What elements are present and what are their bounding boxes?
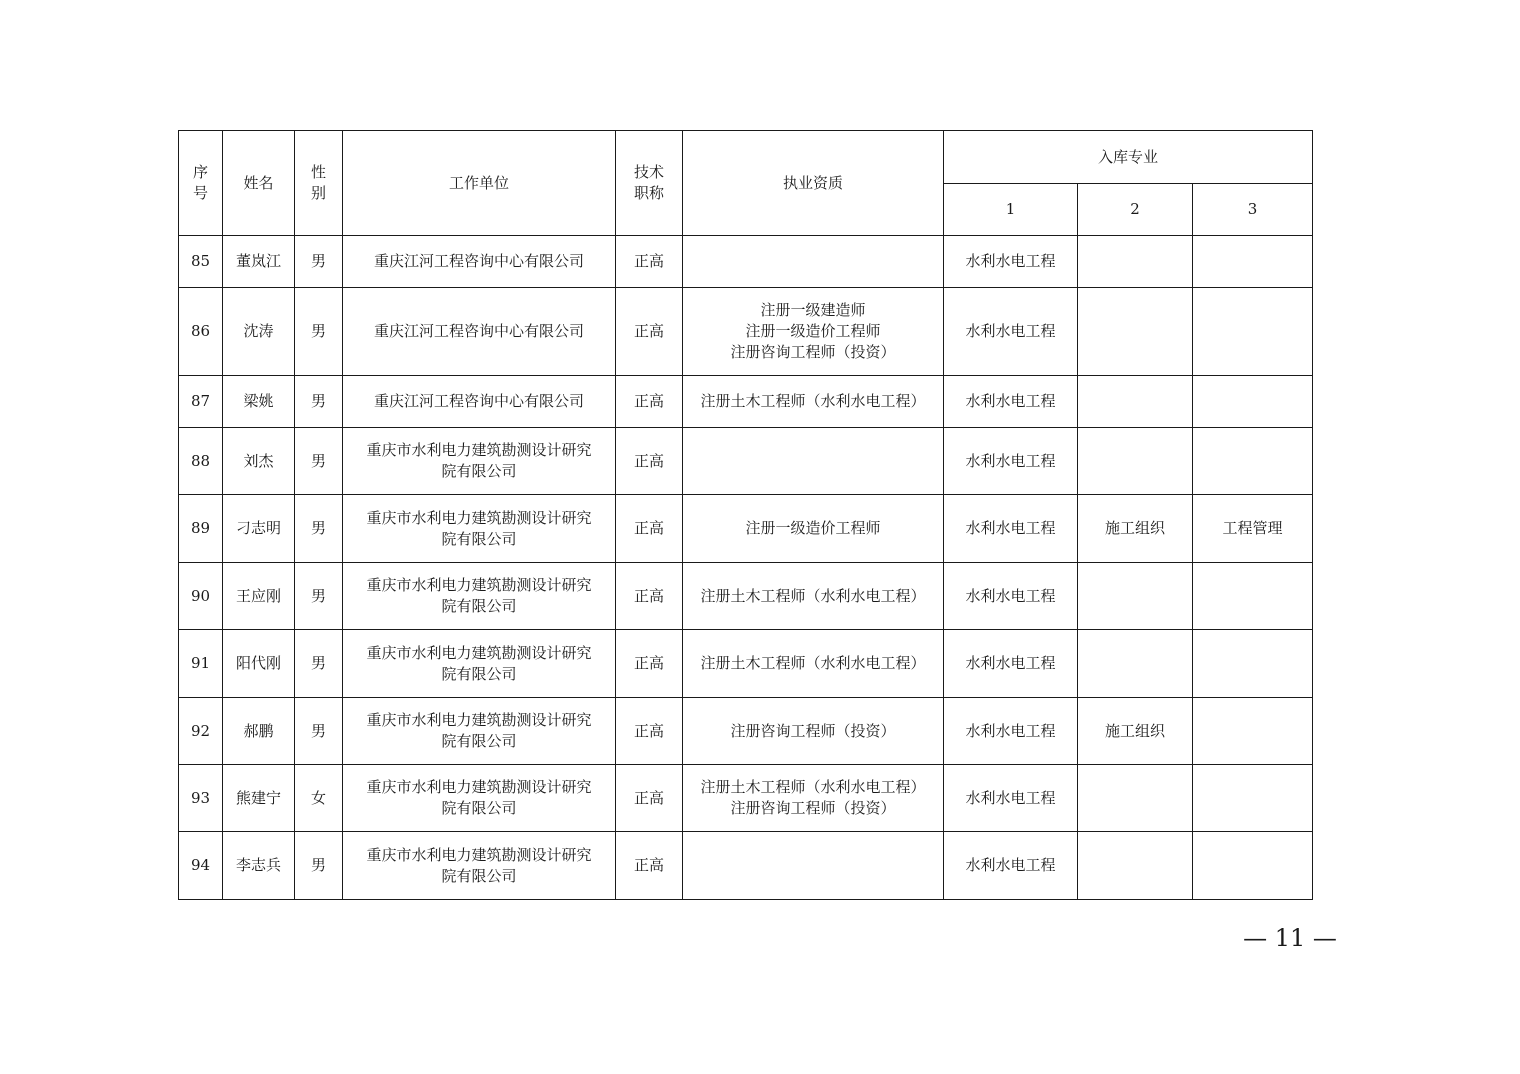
- cell-gender: 男: [295, 832, 343, 900]
- header-technical-title: 技术 职称: [616, 131, 683, 236]
- cell-specialty-3: [1193, 630, 1313, 698]
- cell-technical-title: 正高: [616, 376, 683, 428]
- cell-specialty-2: [1078, 630, 1193, 698]
- cell-work-unit: 重庆市水利电力建筑勘测设计研究 院有限公司: [343, 630, 616, 698]
- cell-gender: 男: [295, 376, 343, 428]
- table-row: [179, 765, 1313, 832]
- cell-technical-title: 正高: [616, 288, 683, 376]
- cell-specialty-3: [1193, 236, 1313, 288]
- cell-technical-title: 正高: [616, 765, 683, 832]
- cell-qualification: 注册土木工程师（水利水电工程）: [683, 563, 944, 630]
- cell-specialty-3: [1193, 288, 1313, 376]
- cell-qualification: 注册一级造价工程师: [683, 495, 944, 563]
- cell-specialty-1: 水利水电工程: [944, 428, 1078, 495]
- header-qualification: 执业资质: [683, 131, 944, 236]
- cell-specialty-2: 施工组织: [1078, 698, 1193, 765]
- cell-specialty-1: 水利水电工程: [944, 630, 1078, 698]
- cell-specialty-2: 施工组织: [1078, 495, 1193, 563]
- cell-seq: 91: [179, 630, 223, 698]
- cell-seq: 94: [179, 832, 223, 900]
- header-name: 姓名: [223, 131, 295, 236]
- header-specialty-3: 3: [1193, 184, 1313, 236]
- cell-qualification: [683, 832, 944, 900]
- cell-qualification: 注册咨询工程师（投资）: [683, 698, 944, 765]
- cell-specialty-3: [1193, 428, 1313, 495]
- page-number: — 11 —: [1243, 924, 1337, 952]
- cell-gender: 男: [295, 698, 343, 765]
- cell-specialty-2: [1078, 236, 1193, 288]
- cell-work-unit: 重庆市水利电力建筑勘测设计研究 院有限公司: [343, 765, 616, 832]
- cell-technical-title: 正高: [616, 428, 683, 495]
- cell-specialty-2: [1078, 832, 1193, 900]
- cell-technical-title: 正高: [616, 832, 683, 900]
- header-specialty-2: 2: [1078, 184, 1193, 236]
- table-row: [179, 698, 1313, 765]
- cell-name: 沈涛: [223, 288, 295, 376]
- cell-seq: 90: [179, 563, 223, 630]
- cell-specialty-2: [1078, 428, 1193, 495]
- cell-specialty-1: 水利水电工程: [944, 376, 1078, 428]
- cell-seq: 85: [179, 236, 223, 288]
- header-work-unit: 工作单位: [343, 131, 616, 236]
- cell-work-unit: 重庆江河工程咨询中心有限公司: [343, 236, 616, 288]
- cell-specialty-2: [1078, 563, 1193, 630]
- cell-qualification: 注册一级建造师 注册一级造价工程师 注册咨询工程师（投资）: [683, 288, 944, 376]
- cell-specialty-1: 水利水电工程: [944, 563, 1078, 630]
- expert-roster-table: [178, 130, 1313, 900]
- cell-gender: 男: [295, 288, 343, 376]
- table-row: [179, 563, 1313, 630]
- cell-work-unit: 重庆市水利电力建筑勘测设计研究 院有限公司: [343, 428, 616, 495]
- header-gender: 性 别: [295, 131, 343, 236]
- cell-gender: 男: [295, 495, 343, 563]
- cell-seq: 93: [179, 765, 223, 832]
- cell-specialty-3: [1193, 563, 1313, 630]
- cell-name: 郝鹏: [223, 698, 295, 765]
- cell-specialty-2: [1078, 376, 1193, 428]
- cell-technical-title: 正高: [616, 236, 683, 288]
- cell-specialty-1: 水利水电工程: [944, 832, 1078, 900]
- cell-work-unit: 重庆市水利电力建筑勘测设计研究 院有限公司: [343, 832, 616, 900]
- cell-qualification: [683, 236, 944, 288]
- cell-specialty-1: 水利水电工程: [944, 495, 1078, 563]
- cell-specialty-3: [1193, 698, 1313, 765]
- cell-gender: 男: [295, 236, 343, 288]
- cell-specialty-3: [1193, 765, 1313, 832]
- cell-name: 董岚江: [223, 236, 295, 288]
- cell-specialty-1: 水利水电工程: [944, 765, 1078, 832]
- cell-work-unit: 重庆市水利电力建筑勘测设计研究 院有限公司: [343, 563, 616, 630]
- cell-seq: 86: [179, 288, 223, 376]
- cell-specialty-3: [1193, 376, 1313, 428]
- table-row: [179, 630, 1313, 698]
- table-row: [179, 832, 1313, 900]
- cell-seq: 88: [179, 428, 223, 495]
- cell-specialty-3: 工程管理: [1193, 495, 1313, 563]
- cell-specialty-2: [1078, 765, 1193, 832]
- cell-qualification: [683, 428, 944, 495]
- cell-name: 王应刚: [223, 563, 295, 630]
- cell-technical-title: 正高: [616, 630, 683, 698]
- cell-specialty-1: 水利水电工程: [944, 288, 1078, 376]
- cell-specialty-1: 水利水电工程: [944, 236, 1078, 288]
- header-specialty-1: 1: [944, 184, 1078, 236]
- table-row: [179, 428, 1313, 495]
- cell-name: 梁姚: [223, 376, 295, 428]
- cell-technical-title: 正高: [616, 563, 683, 630]
- cell-seq: 87: [179, 376, 223, 428]
- cell-technical-title: 正高: [616, 698, 683, 765]
- cell-qualification: 注册土木工程师（水利水电工程）: [683, 376, 944, 428]
- cell-qualification: 注册土木工程师（水利水电工程）: [683, 630, 944, 698]
- cell-work-unit: 重庆市水利电力建筑勘测设计研究 院有限公司: [343, 495, 616, 563]
- cell-specialty-1: 水利水电工程: [944, 698, 1078, 765]
- table-row: [179, 495, 1313, 563]
- cell-name: 李志兵: [223, 832, 295, 900]
- cell-gender: 男: [295, 630, 343, 698]
- cell-gender: 男: [295, 428, 343, 495]
- table-row: [179, 288, 1313, 376]
- cell-seq: 89: [179, 495, 223, 563]
- cell-name: 熊建宁: [223, 765, 295, 832]
- cell-name: 阳代刚: [223, 630, 295, 698]
- cell-seq: 92: [179, 698, 223, 765]
- table-row: [179, 376, 1313, 428]
- cell-work-unit: 重庆江河工程咨询中心有限公司: [343, 288, 616, 376]
- table-row: [179, 236, 1313, 288]
- table-body: [179, 236, 1313, 900]
- cell-specialty-3: [1193, 832, 1313, 900]
- table-header: [179, 131, 1313, 236]
- header-specialty-group: 入库专业: [944, 131, 1313, 184]
- cell-technical-title: 正高: [616, 495, 683, 563]
- cell-name: 刘杰: [223, 428, 295, 495]
- cell-work-unit: 重庆江河工程咨询中心有限公司: [343, 376, 616, 428]
- cell-specialty-2: [1078, 288, 1193, 376]
- cell-gender: 女: [295, 765, 343, 832]
- cell-qualification: 注册土木工程师（水利水电工程） 注册咨询工程师（投资）: [683, 765, 944, 832]
- cell-work-unit: 重庆市水利电力建筑勘测设计研究 院有限公司: [343, 698, 616, 765]
- header-seq: 序 号: [179, 131, 223, 236]
- cell-gender: 男: [295, 563, 343, 630]
- cell-name: 刁志明: [223, 495, 295, 563]
